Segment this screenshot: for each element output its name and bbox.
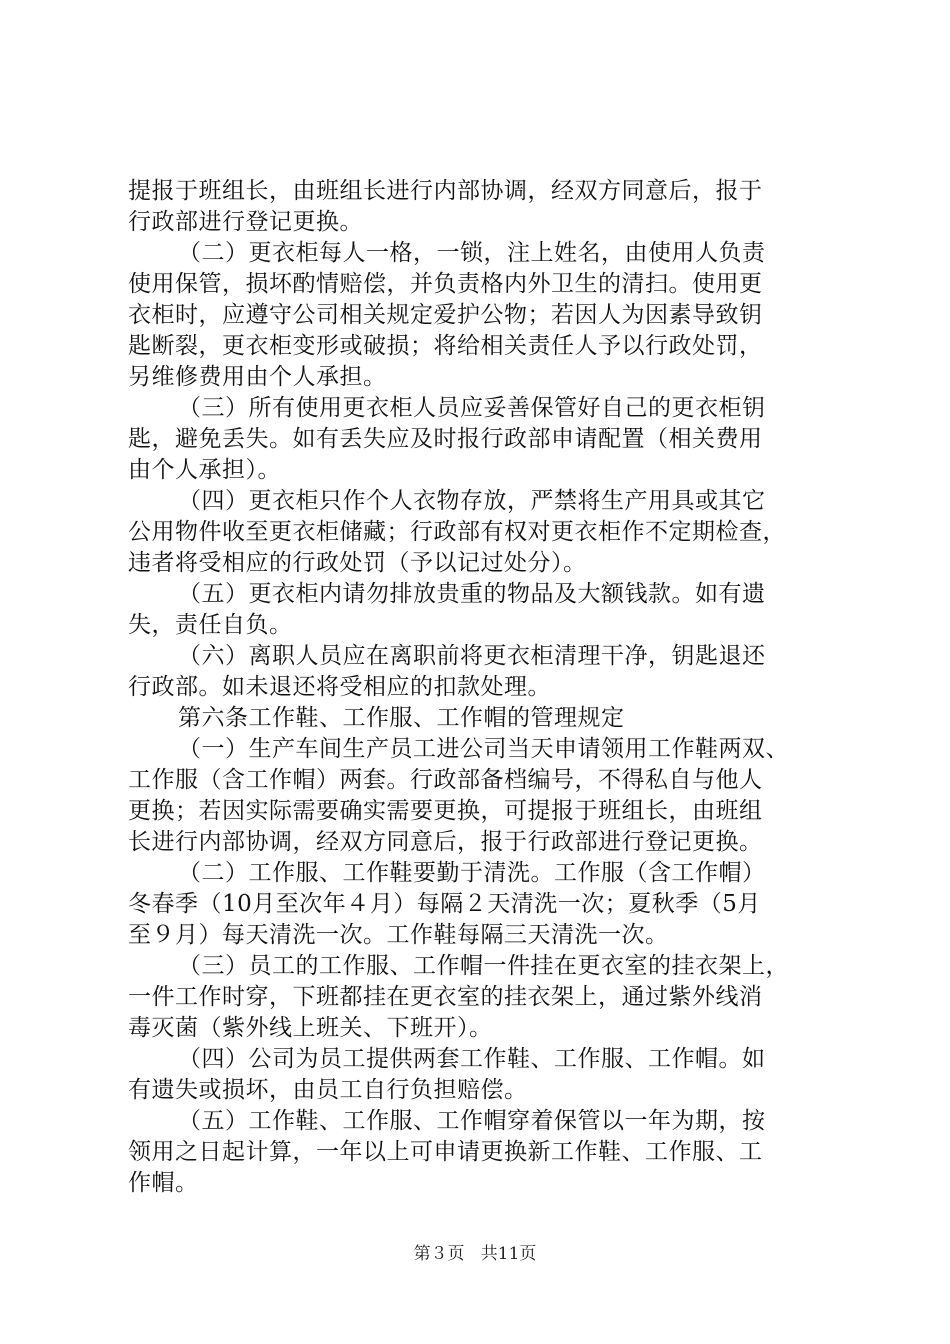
text-line: 第六条工作鞋、工作服、工作帽的管理规定 [178, 705, 625, 731]
text-line: 长进行内部协调，经双方同意后，报于行政部进行登记更换。 [128, 829, 763, 855]
text-line: （三）所有使用更衣柜人员应妥善保管好自己的更衣柜钥 [178, 395, 766, 421]
text-line: 至９月）每天清洗一次。工作鞋每隔三天清洗一次。 [128, 922, 669, 948]
text-line: （五）更衣柜内请勿排放贵重的物品及大额钱款。如有遗 [178, 581, 766, 607]
text-line: 行政部进行登记更换。 [128, 209, 363, 235]
text-line: 领用之日起计算，一年以上可申请更换新工作鞋、工作服、工 [128, 1139, 763, 1165]
text-line: 失，责任自负。 [128, 612, 293, 638]
text-line: 冬春季（10月至次年４月）每隔２天清洗一次；夏秋季（5月 [128, 891, 761, 917]
text-line: 提报于班组长，由班组长进行内部协调，经双方同意后，报于 [128, 178, 763, 204]
text-line: 一件工作时穿，下班都挂在更衣室的挂衣架上，通过紫外线消 [128, 984, 763, 1010]
text-line: （二）工作服、工作鞋要勤于清洗。工作服（含工作帽） [178, 860, 766, 886]
text-line: 匙断裂，更衣柜变形或破损；将给相关责任人予以行政处罚， [128, 333, 763, 359]
document-body [128, 176, 832, 1199]
text-line: （五）工作鞋、工作服、工作帽穿着保管以一年为期，按 [178, 1108, 766, 1134]
text-line: 更换；若因实际需要确实需要更换，可提报于班组长，由班组 [128, 798, 763, 824]
text-line: 公用物件收至更衣柜储藏；行政部有权对更衣柜作不定期检查， [128, 519, 786, 545]
text-line: （六）离职人员应在离职前将更衣柜清理干净，钥匙退还 [178, 643, 766, 669]
text-line: （四）更衣柜只作个人衣物存放，严禁将生产用具或其它 [178, 488, 766, 514]
text-line: （四）公司为员工提供两套工作鞋、工作服、工作帽。如 [178, 1046, 766, 1072]
text-line: 另维修费用由个人承担。 [128, 364, 387, 390]
text-line: 工作服（含工作帽）两套。行政部备档编号，不得私自与他人 [128, 767, 763, 793]
page-footer [0, 1242, 950, 1266]
text-line: （一）生产车间生产员工进公司当天申请领用工作鞋两双、 [178, 736, 789, 762]
text-line: （三）员工的工作服、工作帽一件挂在更衣室的挂衣架上， [178, 953, 789, 979]
text-line: 行政部。如未退还将受相应的扣款处理。 [128, 674, 551, 700]
text-line: 有遗失或损坏，由员工自行负担赔偿。 [128, 1077, 528, 1103]
text-line: 毒灭菌（紫外线上班关、下班开）。 [128, 1015, 493, 1041]
page-total: 共11页 [480, 1244, 537, 1264]
text-line: 由个人承担）。 [128, 457, 281, 483]
text-line: 匙，避免丢失。如有丢失应及时报行政部申请配置（相关费用 [128, 426, 763, 452]
text-line: （二）更衣柜每人一格，一锁，注上姓名，由使用人负责 [178, 240, 766, 266]
text-line: 作帽。 [128, 1170, 199, 1196]
page-number: 第３页 [413, 1244, 465, 1264]
text-line: 使用保管，损坏酌情赔偿，并负责格内外卫生的清扫。使用更 [128, 271, 763, 297]
text-line: 违者将受相应的行政处罚（予以记过处分）。 [128, 550, 587, 576]
text-line: 衣柜时，应遵守公司相关规定爱护公物；若因人为因素导致钥 [128, 302, 763, 328]
